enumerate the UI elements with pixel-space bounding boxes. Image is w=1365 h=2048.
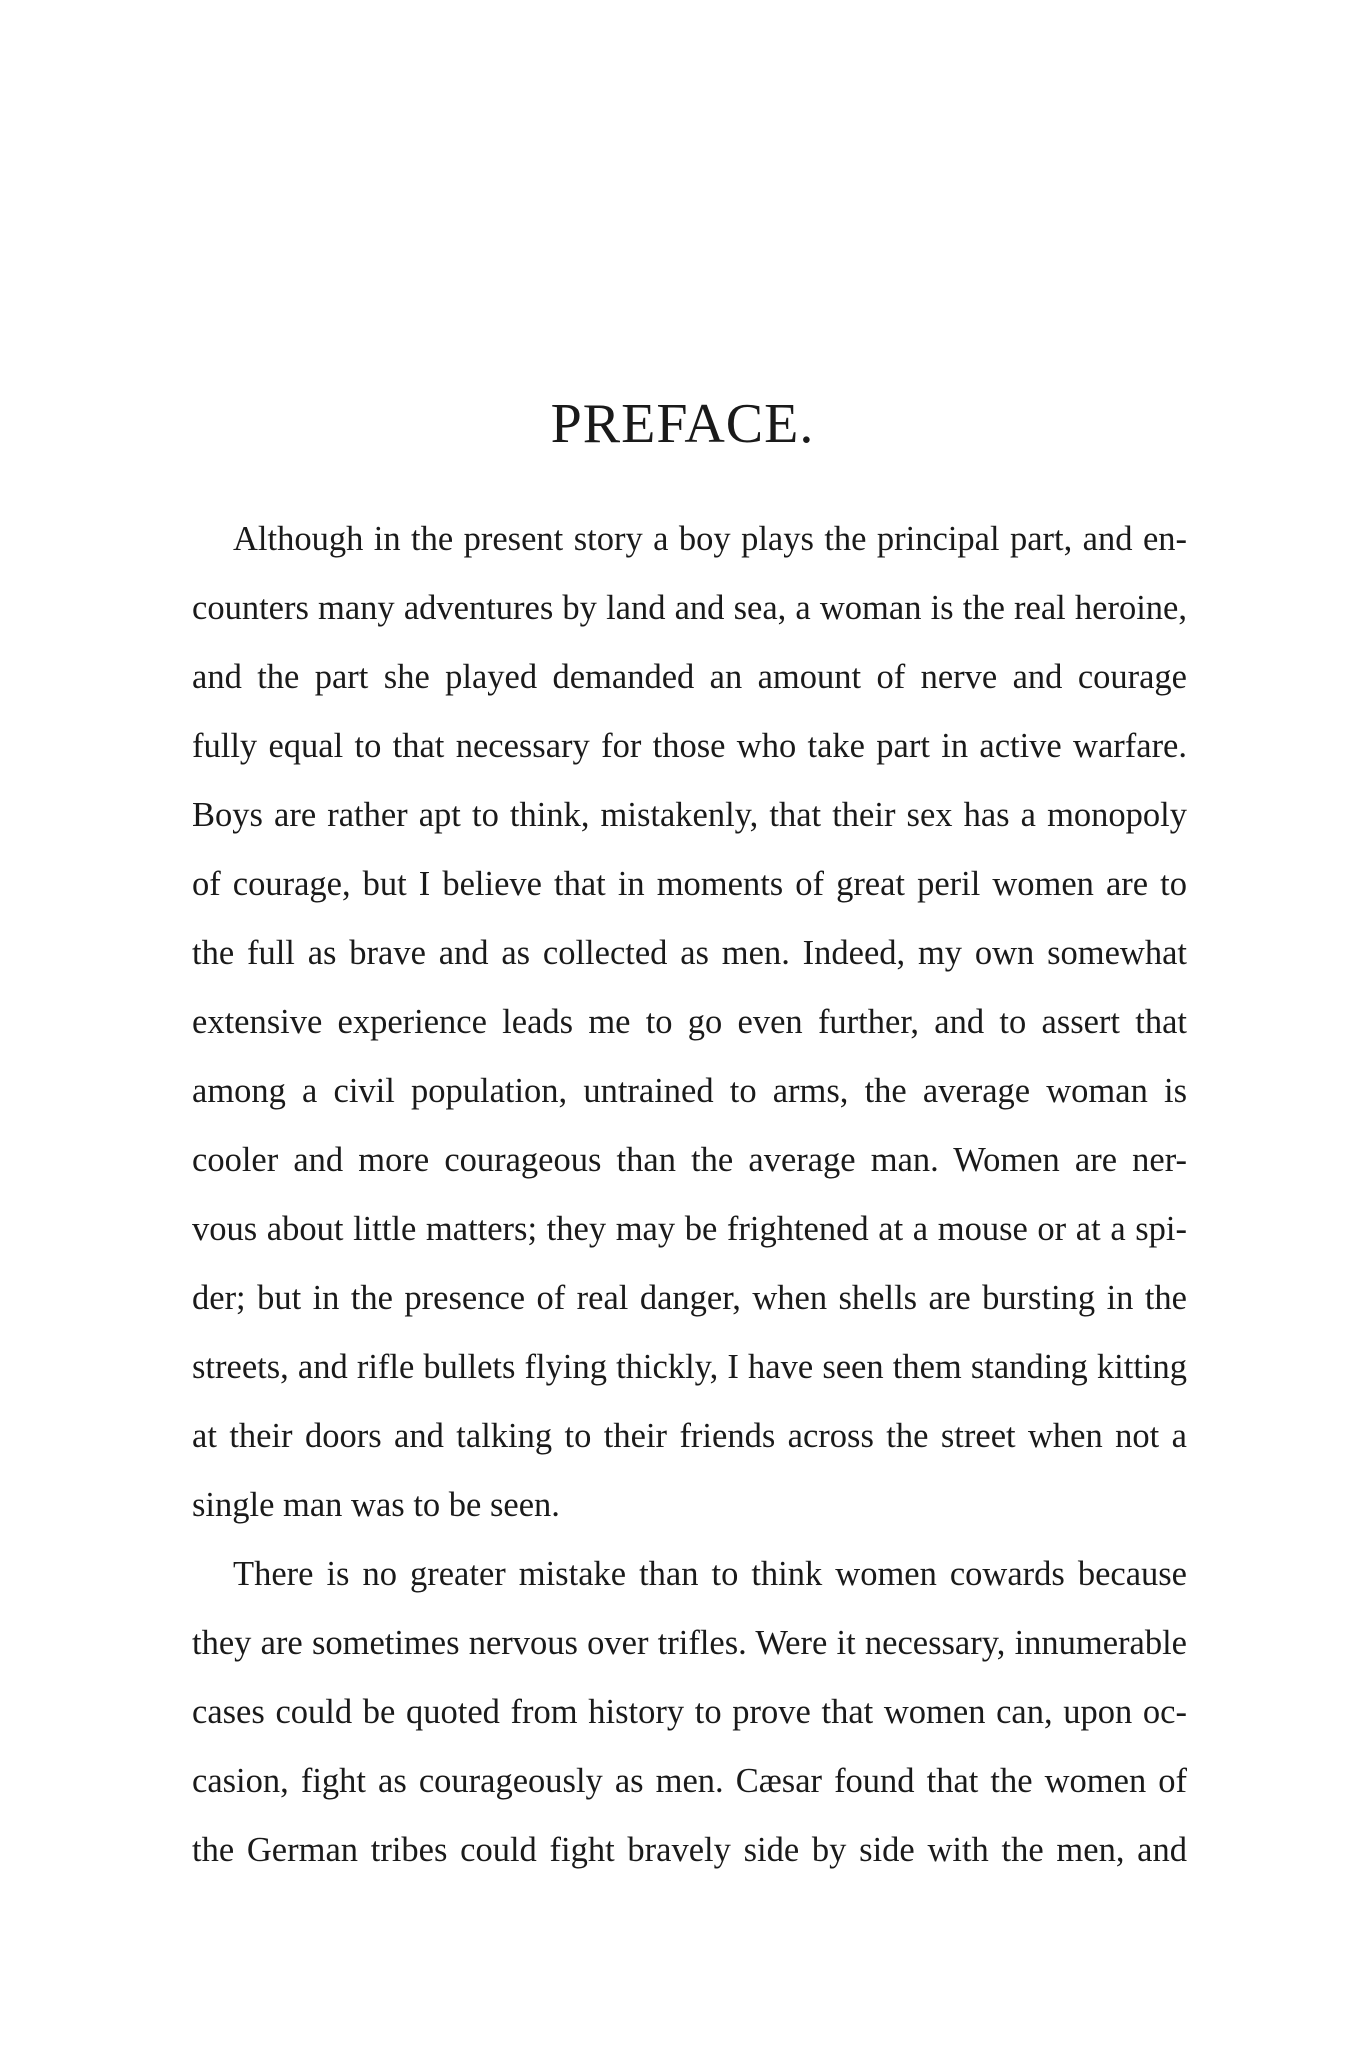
text-line: Although in the present story a boy plays the principal part, and en-	[233, 520, 1187, 558]
text-line: the German tribes could fight bravely side by side with the men, and	[192, 1831, 1187, 1869]
text-line: among a civil population, untrained to arms, the average woman is	[192, 1072, 1187, 1110]
text-line: extensive experience leads me to go even further, and to assert that	[192, 1003, 1187, 1041]
text-line: of courage, but I believe that in moments of great peril women are to	[192, 865, 1187, 903]
text-line: cooler and more courageous than the average man. Women are ner-	[192, 1141, 1187, 1179]
text-line: casion, fight as courageously as men. Cæsar found that the women of	[192, 1762, 1187, 1800]
text-line: at their doors and talking to their friends across the street when not a	[192, 1417, 1187, 1455]
text-line: cases could be quoted from history to prove that women can, upon oc-	[192, 1693, 1187, 1731]
text-line: Boys are rather apt to think, mistakenly, that their sex has a monopoly	[192, 796, 1187, 834]
text-line: There is no greater mistake than to think women cowards because	[233, 1555, 1187, 1593]
text-line: they are sometimes nervous over trifles. Were it necessary, innumerable	[192, 1624, 1187, 1662]
text-line: streets, and rifle bullets flying thickly, I have seen them standing kitting	[192, 1348, 1187, 1386]
text-line: vous about little matters; they may be frightened at a mouse or at a spi-	[192, 1210, 1187, 1248]
text-line: der; but in the presence of real danger, when shells are bursting in the	[192, 1279, 1187, 1317]
text-line: fully equal to that necessary for those who take part in active warfare.	[192, 727, 1187, 765]
text-line: the full as brave and as collected as men. Indeed, my own somewhat	[192, 934, 1187, 972]
text-line: counters many adventures by land and sea, a woman is the real heroine,	[192, 589, 1187, 627]
text-line: single man was to be seen.	[192, 1486, 560, 1524]
text-line: and the part she played demanded an amount of nerve and courage	[192, 658, 1187, 696]
page-title: PREFACE.	[550, 393, 815, 455]
